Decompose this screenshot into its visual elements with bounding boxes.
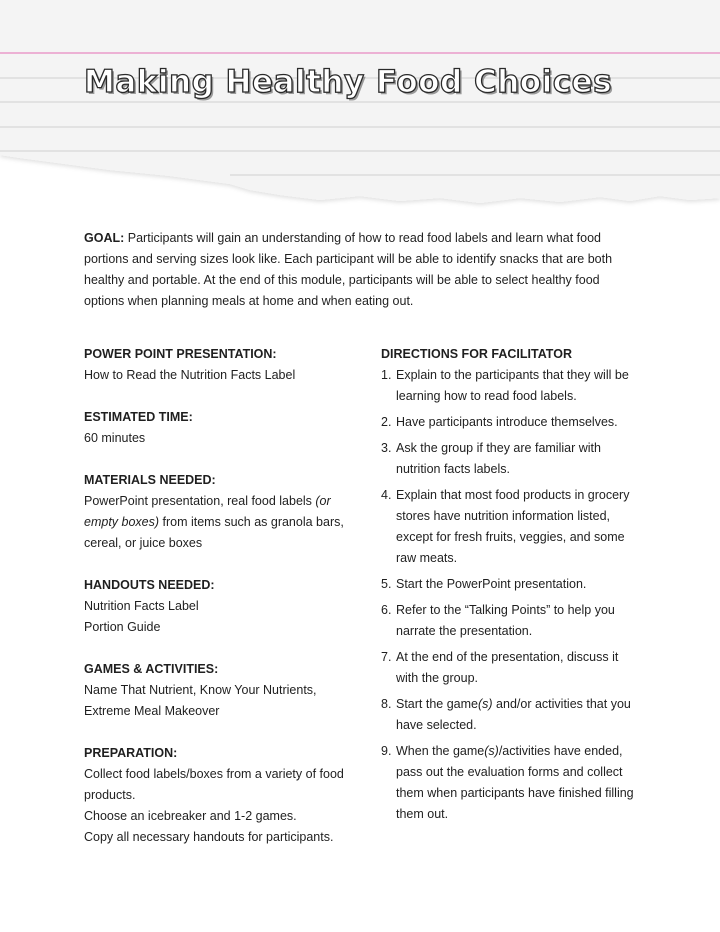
step-text: Ask the group if they are familiar with nutrition facts labels. <box>396 441 601 476</box>
step-text: Start the PowerPoint presentation. <box>396 577 587 591</box>
handouts-heading: HANDOUTS NEEDED: <box>84 578 215 592</box>
preparation-heading: PREPARATION: <box>84 746 178 760</box>
direction-step <box>381 600 641 642</box>
games-heading: GAMES & ACTIVITIES: <box>84 662 219 676</box>
handouts-section <box>84 575 354 638</box>
preparation-section <box>84 743 354 848</box>
direction-step <box>381 485 641 569</box>
materials-heading: MATERIALS NEEDED: <box>84 473 216 487</box>
step-text: Explain to the participants that they will be learning how to read food labels. <box>396 368 629 403</box>
powerpoint-text: How to Read the Nutrition Facts Label <box>84 368 296 382</box>
powerpoint-heading: POWER POINT PRESENTATION: <box>84 347 277 361</box>
handout-item: Portion Guide <box>84 620 161 634</box>
handout-item: Nutrition Facts Label <box>84 599 199 613</box>
time-text: 60 minutes <box>84 431 146 445</box>
time-heading: ESTIMATED TIME: <box>84 410 193 424</box>
page-title: Making Healthy Food Choices <box>84 64 613 100</box>
step-number: 4. <box>381 488 392 502</box>
step-text-a: When the game <box>396 744 485 758</box>
step-number: 5. <box>381 577 392 591</box>
direction-step <box>381 438 641 480</box>
step-number: 9. <box>381 744 392 758</box>
direction-step <box>381 365 641 407</box>
preparation-item: Copy all necessary handouts for participants. <box>84 830 334 844</box>
goal-text: Participants will gain an understanding of how to read food labels and learn what food portions and serving sizes look like. Each participant will be able to identify snacks that are both healthy and portable. At the end of this module, participants will be able to select healthy food options when planning meals at home and when eating out. <box>84 231 613 308</box>
step-text-italic: (s) <box>478 697 493 711</box>
step-text-italic: (s) <box>484 744 499 758</box>
step-text: At the end of the presentation, discuss it with the group. <box>396 650 619 685</box>
goal-label: GOAL: <box>84 231 125 245</box>
preparation-item: Choose an icebreaker and 1-2 games. <box>84 809 297 823</box>
step-number: 8. <box>381 697 392 711</box>
direction-step <box>381 741 641 825</box>
step-text-b: /activities have ended, pass out the evaluation forms and collect them when participants have finished filling them out. <box>396 744 634 821</box>
preparation-item: Collect food labels/boxes from a variety of food products. <box>84 767 344 802</box>
step-text-a: Start the game <box>396 697 478 711</box>
directions-section <box>381 344 641 825</box>
materials-text-b: from items such as granola bars, cereal, or juice boxes <box>84 515 344 550</box>
step-number: 6. <box>381 603 392 617</box>
direction-step <box>381 412 641 433</box>
step-number: 7. <box>381 650 392 664</box>
direction-step <box>381 574 641 595</box>
materials-text-italic: (or empty boxes) <box>84 494 331 529</box>
right-column <box>381 344 641 846</box>
step-text: Have participants introduce themselves. <box>396 415 618 429</box>
powerpoint-section <box>84 344 354 386</box>
games-section <box>84 659 354 722</box>
step-text: Explain that most food products in grocery stores have nutrition information listed, except for fresh fruits, veggies, and some raw meats. <box>396 488 630 565</box>
direction-step <box>381 647 641 689</box>
direction-step <box>381 694 641 736</box>
materials-text <box>84 491 354 554</box>
notebook-paper-graphic <box>0 0 720 215</box>
games-text: Name That Nutrient, Know Your Nutrients, Extreme Meal Makeover <box>84 683 317 718</box>
time-section <box>84 407 354 449</box>
directions-list <box>381 365 641 825</box>
step-text-b: and/or activities that you have selected. <box>396 697 631 732</box>
step-number: 2. <box>381 415 392 429</box>
materials-section <box>84 470 354 554</box>
step-number: 1. <box>381 368 392 382</box>
goal-paragraph <box>84 228 636 312</box>
torn-paper-header <box>0 0 720 215</box>
materials-text-a: PowerPoint presentation, real food labels <box>84 494 316 508</box>
step-text: Refer to the “Talking Points” to help you narrate the presentation. <box>396 603 615 638</box>
left-column <box>84 344 354 869</box>
step-number: 3. <box>381 441 392 455</box>
directions-heading: DIRECTIONS FOR FACILITATOR <box>381 347 572 361</box>
